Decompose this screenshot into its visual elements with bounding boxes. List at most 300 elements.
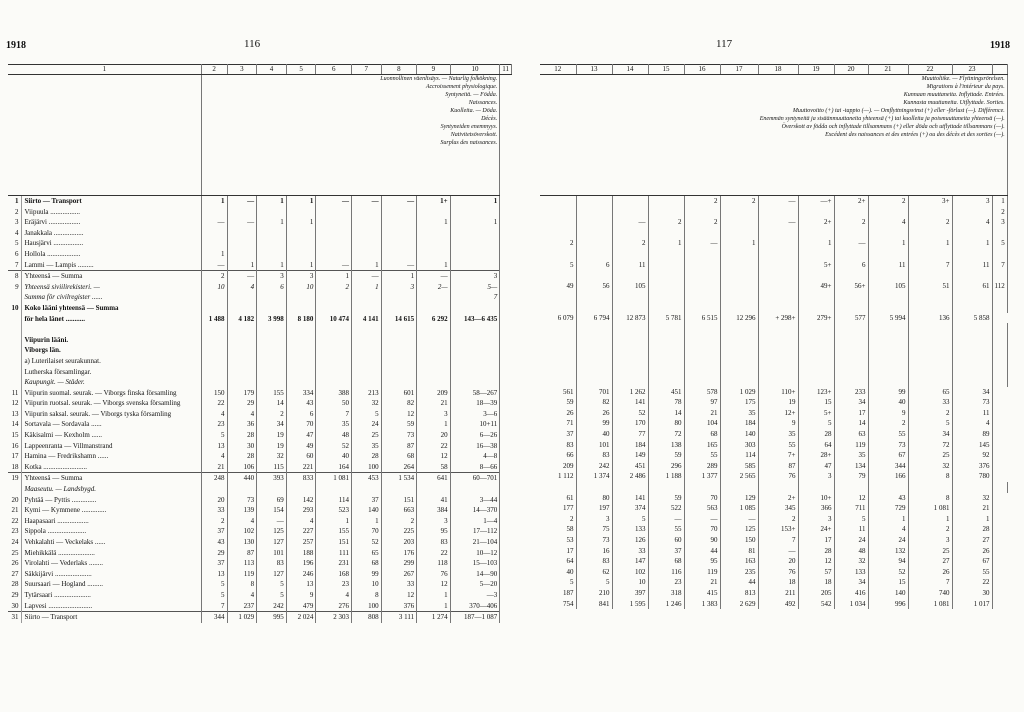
table-row xyxy=(540,429,1007,440)
row-label: Viipurin lääni. xyxy=(22,335,201,346)
table-cell xyxy=(720,355,758,366)
table-cell: — xyxy=(684,238,720,249)
table-cell: 1 xyxy=(450,217,500,228)
table-cell: 60 xyxy=(286,451,316,462)
table-cell: 187 xyxy=(540,588,576,599)
table-cell: 43 xyxy=(201,537,227,548)
row-label: Eräjärvi .................. xyxy=(22,217,201,228)
table-cell: 12 xyxy=(381,590,417,601)
table-cell: 70 xyxy=(286,419,316,430)
table-cell: 1 xyxy=(316,516,352,527)
table-cell xyxy=(286,207,316,218)
table-cell: 6 079 xyxy=(540,313,576,324)
table-cell xyxy=(450,367,500,378)
table-cell xyxy=(908,249,952,260)
table-cell: 2 xyxy=(257,409,287,420)
table-row xyxy=(540,503,1007,514)
table-cell: 841 xyxy=(576,599,612,610)
table-cell xyxy=(286,238,316,249)
table-row xyxy=(540,408,1007,419)
table-cell xyxy=(612,323,648,334)
table-cell xyxy=(351,207,381,218)
table-cell: 35 xyxy=(316,419,352,430)
table-cell xyxy=(576,270,612,281)
table-cell: — xyxy=(612,217,648,228)
table-cell: 393 xyxy=(257,473,287,484)
table-cell: 114 xyxy=(316,495,352,506)
table-cell: 17 xyxy=(540,546,576,557)
table-cell: 416 xyxy=(834,588,868,599)
table-cell: 813 xyxy=(720,588,758,599)
table-cell: 1 081 xyxy=(316,473,352,484)
table-cell xyxy=(684,260,720,271)
row-number: 29 xyxy=(8,590,22,601)
table-cell: 8 xyxy=(227,579,257,590)
table-cell xyxy=(992,366,1007,377)
table-cell: 72 xyxy=(908,440,952,451)
table-cell: 125 xyxy=(257,526,287,537)
left-page-number: 116 xyxy=(244,38,261,50)
table-cell xyxy=(450,260,500,271)
table-cell: 18 xyxy=(798,577,834,588)
table-cell xyxy=(648,291,684,302)
table-cell xyxy=(720,302,758,313)
table-cell: 112 xyxy=(992,281,1007,292)
table-cell xyxy=(286,303,316,314)
table-cell: 37 xyxy=(201,526,227,537)
row-number: 13 xyxy=(8,409,22,420)
row-number xyxy=(8,324,22,335)
table-cell: 56+ xyxy=(834,281,868,292)
table-cell: 176 xyxy=(381,548,417,559)
table-cell: — xyxy=(381,196,417,207)
table-cell xyxy=(992,323,1007,334)
table-cell: 153+ xyxy=(758,524,798,535)
table-cell: 1 xyxy=(952,238,992,249)
table-cell xyxy=(612,376,648,387)
table-cell xyxy=(952,207,992,218)
table-cell xyxy=(450,207,500,218)
table-cell xyxy=(381,207,417,218)
table-cell: 188 xyxy=(286,548,316,559)
table-cell xyxy=(648,228,684,239)
table-row xyxy=(8,484,512,495)
table-cell xyxy=(540,482,576,493)
table-row xyxy=(540,313,1007,324)
table-cell xyxy=(648,376,684,387)
table-cell: 3 998 xyxy=(257,314,287,325)
table-cell: 1 xyxy=(417,419,450,430)
table-cell: 227 xyxy=(286,526,316,537)
table-cell: 21 xyxy=(952,503,992,514)
table-cell: 55 xyxy=(952,567,992,578)
table-cell: 210 xyxy=(576,588,612,599)
table-cell xyxy=(351,303,381,314)
row-label: Koko lääni yhteensä — Summa xyxy=(22,303,201,314)
table-cell: 71 xyxy=(540,418,576,429)
table-cell xyxy=(316,238,352,249)
table-cell xyxy=(868,334,908,345)
table-cell: 1 188 xyxy=(648,471,684,482)
table-row xyxy=(8,569,512,580)
table-row xyxy=(8,217,512,228)
table-cell: 8 xyxy=(908,493,952,504)
table-cell xyxy=(952,291,992,302)
table-cell xyxy=(316,335,352,346)
table-row xyxy=(540,344,1007,355)
table-cell: 2 xyxy=(720,196,758,207)
table-cell xyxy=(684,344,720,355)
table-cell: 29 xyxy=(201,548,227,559)
table-cell: —3 xyxy=(450,590,500,601)
table-cell: 213 xyxy=(351,388,381,399)
table-row xyxy=(8,228,512,239)
table-cell xyxy=(834,323,868,334)
table-cell: — xyxy=(201,217,227,228)
table-cell: 3—44 xyxy=(450,495,500,506)
table-cell: 27 xyxy=(908,556,952,567)
table-cell: 111 xyxy=(316,548,352,559)
table-cell: 10—12 xyxy=(450,548,500,559)
row-number: 16 xyxy=(8,441,22,452)
row-label: Kotka ......................... xyxy=(22,462,201,473)
table-cell: 7+ xyxy=(758,450,798,461)
table-cell: 20 xyxy=(758,556,798,567)
table-cell xyxy=(868,344,908,355)
table-cell xyxy=(684,355,720,366)
table-cell xyxy=(612,334,648,345)
table-cell xyxy=(576,344,612,355)
table-cell: 1 xyxy=(257,260,287,271)
table-cell: 90 xyxy=(684,535,720,546)
table-cell xyxy=(648,302,684,313)
table-cell xyxy=(612,355,648,366)
table-row xyxy=(8,579,512,590)
table-cell: 3 xyxy=(798,471,834,482)
table-cell: 127 xyxy=(257,537,287,548)
table-cell xyxy=(684,207,720,218)
table-cell xyxy=(381,303,417,314)
row-label: Viipurin ruotsal. seurak. — Viborgs svenska församling xyxy=(22,398,201,409)
table-cell: 37 xyxy=(201,558,227,569)
table-cell xyxy=(540,217,576,228)
table-cell: 164 xyxy=(316,462,352,473)
table-cell: 41 xyxy=(417,495,450,506)
table-cell xyxy=(316,367,352,378)
table-cell: 5 xyxy=(798,418,834,429)
table-cell xyxy=(286,484,316,495)
table-cell: 14 xyxy=(257,398,287,409)
table-cell xyxy=(908,270,952,281)
table-cell: 12 xyxy=(381,409,417,420)
table-cell: 100 xyxy=(351,601,381,612)
table-cell: 33 xyxy=(908,397,952,408)
table-cell xyxy=(257,207,287,218)
table-cell: 1 262 xyxy=(612,387,648,398)
table-cell: 10+ xyxy=(798,493,834,504)
table-row xyxy=(540,281,1007,292)
table-cell: 140 xyxy=(720,429,758,440)
table-cell: 246 xyxy=(286,569,316,580)
table-cell: 1 xyxy=(351,260,381,271)
table-cell: — xyxy=(758,546,798,557)
table-cell xyxy=(316,217,352,228)
table-cell: 4—8 xyxy=(450,451,500,462)
table-cell: 14 xyxy=(834,418,868,429)
table-cell: 73 xyxy=(952,397,992,408)
table-row xyxy=(540,260,1007,271)
table-cell: 209 xyxy=(417,388,450,399)
table-cell xyxy=(227,335,257,346)
table-cell: 601 xyxy=(381,388,417,399)
table-cell: 5 xyxy=(908,418,952,429)
table-cell: 5 xyxy=(201,430,227,441)
row-label: Kaupungit. — Städer. xyxy=(22,377,201,388)
table-cell: 754 xyxy=(540,599,576,610)
table-cell xyxy=(908,376,952,387)
table-cell: 2 xyxy=(868,196,908,207)
table-cell: 35 xyxy=(351,441,381,452)
table-cell xyxy=(758,249,798,260)
table-cell: 1 274 xyxy=(417,612,450,623)
table-cell: 83 xyxy=(540,440,576,451)
table-cell: 2 565 xyxy=(720,471,758,482)
table-cell xyxy=(868,302,908,313)
table-cell: 65 xyxy=(908,387,952,398)
table-cell: 119 xyxy=(227,569,257,580)
column-number: 6 xyxy=(316,65,352,75)
table-cell: 440 xyxy=(227,473,257,484)
row-number: 19 xyxy=(8,473,22,484)
table-cell: 32 xyxy=(834,556,868,567)
table-cell: 4 xyxy=(227,409,257,420)
row-label: Viipurin suomal. seurak. — Viborgs finska församling xyxy=(22,388,201,399)
table-cell: 2+ xyxy=(798,217,834,228)
table-row xyxy=(8,196,512,207)
table-cell: 24 xyxy=(868,535,908,546)
table-cell: 376 xyxy=(381,601,417,612)
table-cell xyxy=(908,207,952,218)
table-row xyxy=(540,291,1007,302)
table-cell xyxy=(351,324,381,335)
right-page-number: 117 xyxy=(716,38,733,50)
table-cell xyxy=(381,228,417,239)
table-cell: 14—90 xyxy=(450,569,500,580)
table-cell: 141 xyxy=(612,493,648,504)
table-cell xyxy=(834,228,868,239)
row-number xyxy=(8,356,22,367)
table-cell xyxy=(576,228,612,239)
table-cell xyxy=(868,228,908,239)
table-cell xyxy=(227,238,257,249)
table-cell: 47 xyxy=(286,430,316,441)
table-cell: 1 081 xyxy=(908,599,952,610)
table-cell: 2 xyxy=(381,516,417,527)
table-cell: 370—406 xyxy=(450,601,500,612)
table-row xyxy=(540,588,1007,599)
row-number xyxy=(8,335,22,346)
table-cell: 2+ xyxy=(758,493,798,504)
table-cell xyxy=(758,344,798,355)
table-cell: 6 xyxy=(286,409,316,420)
table-cell: 56 xyxy=(576,281,612,292)
table-cell xyxy=(417,303,450,314)
table-cell: 133 xyxy=(612,524,648,535)
table-cell xyxy=(868,249,908,260)
table-cell: 48 xyxy=(316,430,352,441)
table-cell xyxy=(952,376,992,387)
table-cell: 52 xyxy=(868,567,908,578)
table-cell: 296 xyxy=(648,461,684,472)
table-cell: 11 xyxy=(834,524,868,535)
table-cell: 289 xyxy=(684,461,720,472)
row-label: Janakkala ................. xyxy=(22,228,201,239)
table-cell: 36 xyxy=(227,419,257,430)
table-cell: 197 xyxy=(576,503,612,514)
table-cell xyxy=(450,238,500,249)
table-cell: 87 xyxy=(758,461,798,472)
table-cell xyxy=(286,335,316,346)
table-cell xyxy=(381,484,417,495)
table-cell xyxy=(758,228,798,239)
table-cell: 32 xyxy=(257,451,287,462)
table-cell: 1—4 xyxy=(450,516,500,527)
table-cell xyxy=(720,249,758,260)
table-row xyxy=(540,355,1007,366)
table-cell xyxy=(868,270,908,281)
table-cell: 19 xyxy=(257,430,287,441)
row-number: 17 xyxy=(8,451,22,462)
table-cell: 20 xyxy=(201,495,227,506)
table-cell: 59 xyxy=(648,493,684,504)
table-cell: 55 xyxy=(868,429,908,440)
table-cell: 1 xyxy=(201,249,227,260)
table-cell: 7 xyxy=(450,292,500,303)
table-row xyxy=(540,323,1007,334)
table-cell: 11 xyxy=(952,408,992,419)
table-cell xyxy=(201,367,227,378)
table-cell: 140 xyxy=(868,588,908,599)
table-cell: 2 xyxy=(316,282,352,293)
table-cell: 35 xyxy=(758,429,798,440)
table-row xyxy=(540,397,1007,408)
table-cell xyxy=(952,482,992,493)
table-cell xyxy=(450,249,500,260)
column-number: 1 xyxy=(8,65,201,75)
table-cell: 55 xyxy=(648,524,684,535)
table-cell: — xyxy=(758,217,798,228)
row-label: Suursaari — Hogland ......... xyxy=(22,579,201,590)
table-cell: 13 xyxy=(201,569,227,580)
table-cell xyxy=(684,302,720,313)
table-cell: 15 xyxy=(798,397,834,408)
row-number: 24 xyxy=(8,537,22,548)
table-cell xyxy=(286,356,316,367)
table-cell: 59 xyxy=(540,397,576,408)
table-cell: 5+ xyxy=(798,408,834,419)
table-cell: 5 781 xyxy=(648,313,684,324)
table-cell: 51 xyxy=(908,281,952,292)
table-cell xyxy=(286,345,316,356)
row-number: 25 xyxy=(8,548,22,559)
table-cell: 33 xyxy=(201,505,227,516)
table-cell: 105 xyxy=(612,281,648,292)
table-cell: 211 xyxy=(758,588,798,599)
table-row xyxy=(8,601,512,612)
table-cell: 145 xyxy=(952,440,992,451)
table-row xyxy=(540,440,1007,451)
table-cell: 1 xyxy=(227,260,257,271)
table-cell xyxy=(834,482,868,493)
table-cell: 24 xyxy=(834,535,868,546)
table-cell: — xyxy=(316,196,352,207)
table-cell xyxy=(381,345,417,356)
table-cell: 299 xyxy=(381,558,417,569)
table-cell xyxy=(612,196,648,207)
row-label: Lappeenranta — Villmanstrand xyxy=(22,441,201,452)
table-cell: 32 xyxy=(908,461,952,472)
table-cell xyxy=(201,484,227,495)
table-cell: 10 xyxy=(201,282,227,293)
column-number: 14 xyxy=(612,65,648,75)
table-cell: 5 994 xyxy=(868,313,908,324)
table-cell xyxy=(227,324,257,335)
row-label: Sippola ...................... xyxy=(22,526,201,537)
table-cell: 40 xyxy=(868,397,908,408)
table-row xyxy=(8,356,512,367)
header-group-line: Luonnollinen väenlisäys. — Naturlig folkökning. xyxy=(380,76,498,82)
table-cell: 6 xyxy=(834,260,868,271)
table-cell xyxy=(992,344,1007,355)
table-row xyxy=(540,207,1007,218)
table-cell xyxy=(576,207,612,218)
table-cell: 63 xyxy=(834,429,868,440)
table-cell xyxy=(417,367,450,378)
table-row xyxy=(8,462,512,473)
table-cell xyxy=(381,356,417,367)
table-cell xyxy=(992,355,1007,366)
table-cell xyxy=(908,344,952,355)
row-label: Yhteensä — Summa xyxy=(22,473,201,484)
table-cell: 155 xyxy=(257,388,287,399)
table-cell xyxy=(834,376,868,387)
table-cell: 19 xyxy=(257,441,287,452)
table-cell xyxy=(201,335,227,346)
table-cell xyxy=(648,207,684,218)
table-cell xyxy=(798,249,834,260)
row-number: 18 xyxy=(8,462,22,473)
table-cell: 82 xyxy=(381,398,417,409)
table-cell: 1 xyxy=(351,516,381,527)
table-cell xyxy=(758,482,798,493)
table-cell: 21 xyxy=(417,398,450,409)
table-cell: 1 xyxy=(257,217,287,228)
table-cell xyxy=(908,482,952,493)
table-cell: 1 374 xyxy=(576,471,612,482)
table-cell: 16 xyxy=(576,546,612,557)
table-cell: 55 xyxy=(684,450,720,461)
table-cell: 68 xyxy=(648,556,684,567)
header-group-line: Syntyneitä. — Födda. xyxy=(445,92,498,98)
table-cell xyxy=(381,324,417,335)
table-cell: 740 xyxy=(908,588,952,599)
table-cell: 9 xyxy=(286,590,316,601)
table-cell xyxy=(417,345,450,356)
table-cell xyxy=(684,334,720,345)
table-cell: 58 xyxy=(417,462,450,473)
table-cell: 1 595 xyxy=(612,599,648,610)
table-cell: 3 xyxy=(450,271,500,282)
